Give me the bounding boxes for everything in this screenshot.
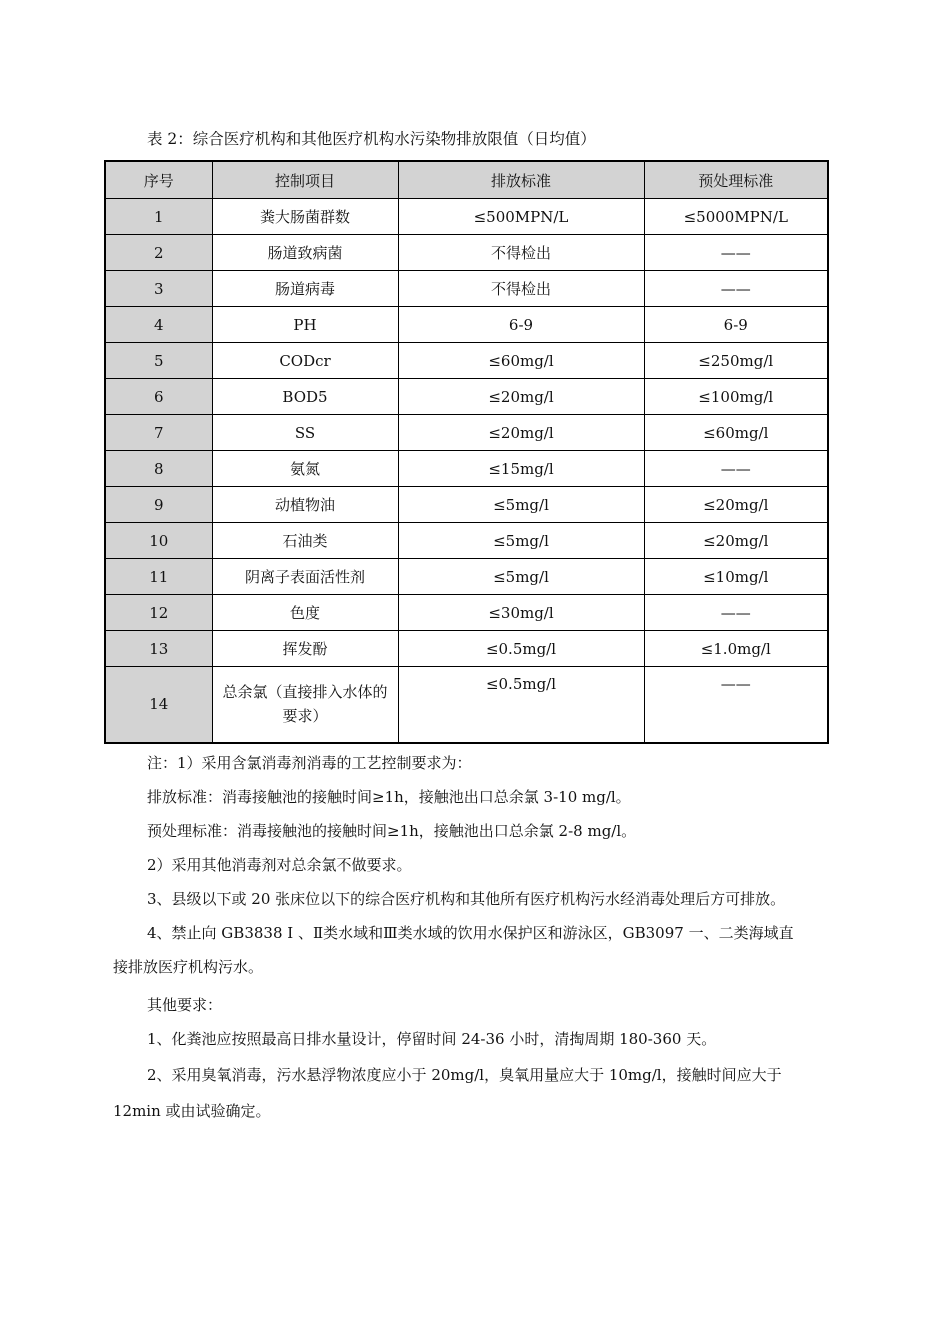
row-no: 7 (105, 415, 212, 451)
table-row (105, 343, 828, 379)
row-item: 阴离子表面活性剂 (212, 559, 398, 595)
row-item: PH (212, 307, 398, 343)
row-pretreatment: ≤1.0mg/l (644, 631, 828, 667)
row-no: 5 (105, 343, 212, 379)
row-no: 11 (105, 559, 212, 595)
table-row (105, 595, 828, 631)
note-line: 排放标准：消毒接触池的接触时间≥1h，接触池出口总余氯 3-10 mg/l。 (147, 788, 631, 806)
row-item: 氨氮 (212, 451, 398, 487)
row-pretreatment: —— (644, 235, 828, 271)
table-row (105, 379, 828, 415)
row-item: 石油类 (212, 523, 398, 559)
note-line: 注：1）采用含氯消毒剂消毒的工艺控制要求为： (147, 754, 472, 772)
note-line: 2、采用臭氧消毒，污水悬浮物浓度应小于 20mg/l，臭氧用量应大于 10mg/l，接触时间应大于 (147, 1066, 782, 1084)
row-no: 10 (105, 523, 212, 559)
table-header-row (105, 161, 828, 199)
note-line: 2）采用其他消毒剂对总余氯不做要求。 (147, 856, 412, 874)
header-pretreatment-standard: 预处理标准 (644, 161, 828, 199)
table-row (105, 487, 828, 523)
table-caption: 表 2：综合医疗机构和其他医疗机构水污染物排放限值（日均值） (147, 130, 596, 148)
row-no: 12 (105, 595, 212, 631)
row-pretreatment: —— (644, 667, 828, 743)
row-discharge: ≤0.5mg/l (398, 631, 644, 667)
row-discharge: ≤500MPN/L (398, 199, 644, 235)
row-no: 1 (105, 199, 212, 235)
discharge-limits-table (104, 160, 829, 744)
row-pretreatment: ≤20mg/l (644, 487, 828, 523)
row-pretreatment: ≤20mg/l (644, 523, 828, 559)
note-line: 其他要求： (147, 996, 223, 1014)
header-no: 序号 (105, 161, 212, 199)
table-row (105, 415, 828, 451)
note-line: 3、县级以下或 20 张床位以下的综合医疗机构和其他所有医疗机构污水经消毒处理后方可排放。 (147, 890, 786, 908)
table-row (105, 451, 828, 487)
table-row (105, 631, 828, 667)
row-pretreatment: ≤60mg/l (644, 415, 828, 451)
row-pretreatment: —— (644, 271, 828, 307)
row-item: 肠道病毒 (212, 271, 398, 307)
note-line: 接排放医疗机构污水。 (113, 958, 264, 976)
row-item: 肠道致病菌 (212, 235, 398, 271)
row-discharge: ≤0.5mg/l (398, 667, 644, 743)
row-item: 总余氯（直接排入水体的要求） (212, 667, 398, 743)
row-no: 13 (105, 631, 212, 667)
row-discharge: ≤60mg/l (398, 343, 644, 379)
row-pretreatment: 6-9 (644, 307, 828, 343)
row-discharge: 不得检出 (398, 271, 644, 307)
table-row (105, 667, 828, 743)
row-discharge: ≤15mg/l (398, 451, 644, 487)
row-no: 9 (105, 487, 212, 523)
row-discharge: 6-9 (398, 307, 644, 343)
row-discharge: ≤20mg/l (398, 415, 644, 451)
row-item: CODcr (212, 343, 398, 379)
table-row (105, 199, 828, 235)
row-discharge: 不得检出 (398, 235, 644, 271)
row-no: 4 (105, 307, 212, 343)
row-discharge: ≤5mg/l (398, 559, 644, 595)
row-no: 2 (105, 235, 212, 271)
row-discharge: ≤30mg/l (398, 595, 644, 631)
row-no: 3 (105, 271, 212, 307)
row-item: 粪大肠菌群数 (212, 199, 398, 235)
table-row (105, 235, 828, 271)
row-item: 挥发酚 (212, 631, 398, 667)
row-discharge: ≤20mg/l (398, 379, 644, 415)
row-no: 8 (105, 451, 212, 487)
row-no: 6 (105, 379, 212, 415)
header-discharge-standard: 排放标准 (398, 161, 644, 199)
row-pretreatment: ≤10mg/l (644, 559, 828, 595)
row-pretreatment: —— (644, 595, 828, 631)
row-item: 动植物油 (212, 487, 398, 523)
row-no: 14 (105, 667, 212, 743)
note-line: 12min 或由试验确定。 (113, 1102, 271, 1120)
note-line: 预处理标准：消毒接触池的接触时间≥1h，接触池出口总余氯 2-8 mg/l。 (147, 822, 637, 840)
row-pretreatment: ≤5000MPN/L (644, 199, 828, 235)
header-item: 控制项目 (212, 161, 398, 199)
note-line: 1、化粪池应按照最高日排水量设计，停留时间 24-36 小时，清掏周期 180-360 天。 (147, 1030, 717, 1048)
table-row (105, 271, 828, 307)
row-discharge: ≤5mg/l (398, 487, 644, 523)
table-row (105, 559, 828, 595)
table-row (105, 307, 828, 343)
note-line: 4、禁止向 GB3838 Ⅰ 、Ⅱ类水域和Ⅲ类水域的饮用水保护区和游泳区，GB3097 一、二类海域直 (147, 924, 794, 942)
row-item: BOD5 (212, 379, 398, 415)
row-item: 色度 (212, 595, 398, 631)
row-pretreatment: ≤250mg/l (644, 343, 828, 379)
row-pretreatment: —— (644, 451, 828, 487)
table-row (105, 523, 828, 559)
row-item: SS (212, 415, 398, 451)
row-pretreatment: ≤100mg/l (644, 379, 828, 415)
row-discharge: ≤5mg/l (398, 523, 644, 559)
